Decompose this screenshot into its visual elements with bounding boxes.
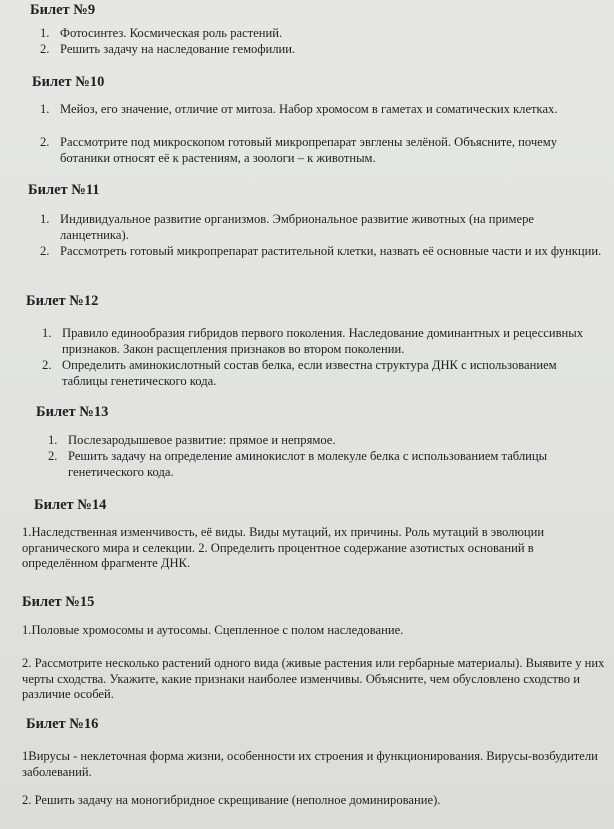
- ticket-15-title: Билет №15: [22, 594, 95, 610]
- ticket-13-title: Билет №13: [36, 404, 109, 420]
- ticket-16-title: Билет №16: [26, 716, 99, 732]
- ticket-14-paragraph-1: 1.Наследственная изменчивость, её виды. Виды мутаций, их причины. Роль мутаций в эволюции органического мира и селекции. 2. Определить процентное содержание азотистых оснований в определённом фрагменте ДНК.: [22, 525, 545, 571]
- ticket-16-paragraph-2: 2. Решить задачу на моногибридное скрещивание (неполное доминирование).: [22, 793, 441, 807]
- ticket-16-paragraph-1: 1Вирусы - неклеточная форма жизни, особенности их строения и функционирования. Вирусы-возбудители заболеваний.: [22, 749, 598, 779]
- ticket-14-title: Билет №14: [34, 497, 107, 513]
- ticket-15-paragraph-1: 1.Половые хромосомы и аутосомы. Сцепленное с полом наследование.: [22, 623, 404, 637]
- item-number: 1.: [48, 433, 58, 447]
- item-number: 2.: [42, 358, 52, 372]
- item-number: 2.: [40, 135, 50, 149]
- item-text: Определить аминокислотный состав белка, если известна структура ДНК с использованием таблицы генетического кода.: [62, 358, 557, 388]
- item-number: 2.: [40, 42, 50, 56]
- ticket-10-title: Билет №10: [32, 74, 105, 90]
- item-text: Решить задачу на наследование гемофилии.: [60, 42, 296, 56]
- item-text: Рассмотрите под микроскопом готовый микропрепарат эвглены зелёной. Объясните, почему ботаники относят её к растениям, а зоологи – к животным.: [60, 135, 558, 165]
- item-number: 1.: [40, 26, 50, 40]
- ticket-11-title: Билет №11: [28, 182, 100, 198]
- item-text: Рассмотреть готовый микропрепарат растительной клетки, назвать её основные части и их функции.: [60, 244, 602, 258]
- item-number: 2.: [48, 449, 58, 463]
- ticket-12-title: Билет №12: [26, 293, 99, 309]
- item-text: Индивидуальное развитие организмов. Эмбриональное развитие животных (на примере ланцетника).: [60, 212, 534, 242]
- item-number: 1.: [40, 212, 50, 226]
- ticket-15-paragraph-2: 2. Рассмотрите несколько растений одного вида (живые растения или гербарные материалы). Выявите у них черты сходства. Укажите, какие признаки наиболее изменчивы. Объясните, чем обусловлено сходство и различие особей.: [22, 656, 605, 702]
- item-text: Послезародышевое развитие: прямое и непрямое.: [68, 433, 336, 447]
- item-number: 1.: [40, 102, 50, 116]
- item-text: Решить задачу на определение аминокислот в молекуле белка с использованием таблицы генетического кода.: [68, 449, 548, 479]
- item-text: Правило единообразия гибридов первого поколения. Наследование доминантных и рецессивных признаков. Закон расщепления признаков во втором поколении.: [62, 326, 584, 356]
- item-text: Мейоз, его значение, отличие от митоза. Набор хромосом в гаметах и соматических клетках.: [60, 102, 558, 116]
- item-number: 2.: [40, 244, 50, 258]
- item-text: Фотосинтез. Космическая роль растений.: [60, 26, 283, 40]
- ticket-9-title: Билет №9: [30, 2, 96, 18]
- item-number: 1.: [42, 326, 52, 340]
